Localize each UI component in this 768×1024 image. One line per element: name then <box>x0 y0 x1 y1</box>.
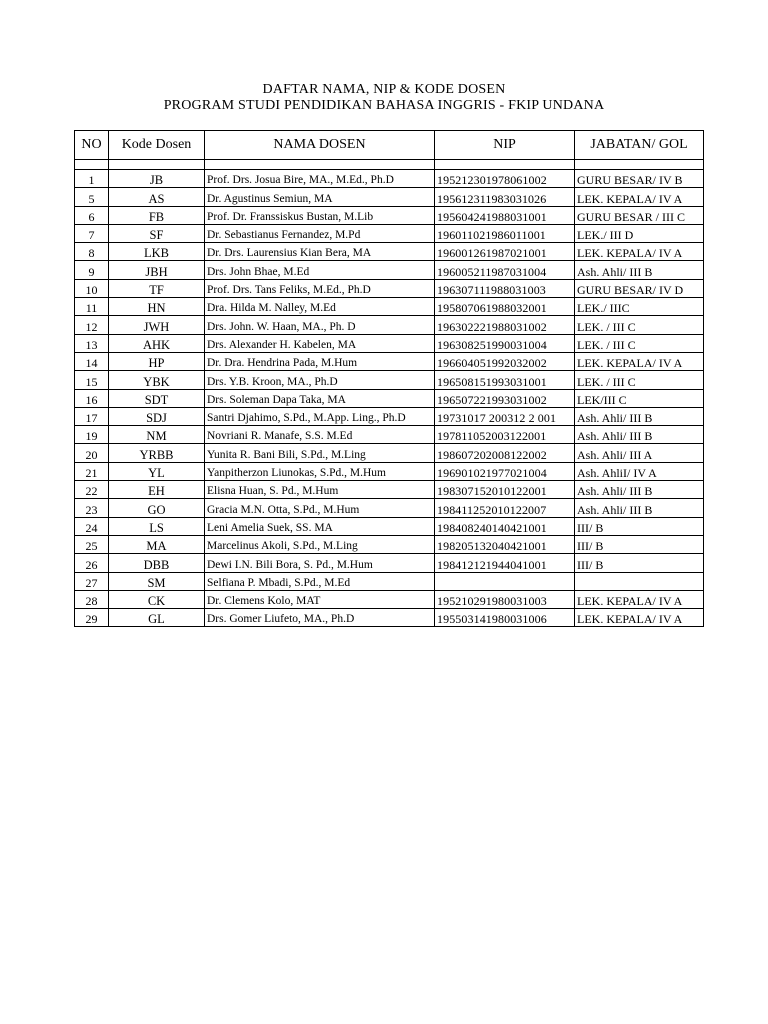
table-row <box>75 224 704 242</box>
row-kode-dosen: SDJ <box>109 407 205 425</box>
row-nama-dosen: Santri Djahimo, S.Pd., M.App. Ling., Ph.D <box>205 407 435 425</box>
document-subtitle: PROGRAM STUDI PENDIDIKAN BAHASA INGGRIS - FKIP UNDANA <box>163 98 605 113</box>
row-nama-dosen: Dr. Dra. Hendrina Pada, M.Hum <box>205 352 435 370</box>
row-nama-dosen: Dewi I.N. Bili Bora, S. Pd., M.Hum <box>205 554 435 572</box>
row-nama-dosen: Prof. Dr. Franssiskus Bustan, M.Lib <box>205 206 435 224</box>
table-row <box>75 609 704 627</box>
row-nip: 195612311983031026 <box>435 188 575 206</box>
row-no: 29 <box>75 609 109 627</box>
row-no: 9 <box>75 261 109 279</box>
row-no: 10 <box>75 279 109 297</box>
row-nip: 196308251990031004 <box>435 334 575 352</box>
row-kode-dosen: SF <box>109 224 205 242</box>
row-kode-dosen: GO <box>109 499 205 517</box>
row-nama-dosen: Drs. Alexander H. Kabelen, MA <box>205 334 435 352</box>
row-no: 15 <box>75 371 109 389</box>
table-row <box>75 517 704 535</box>
row-nip: 196901021977021004 <box>435 462 575 480</box>
row-jabatan-gol: LEK. / III C <box>575 316 704 334</box>
row-nip: 196604051992032002 <box>435 352 575 370</box>
row-nip: 196011021986011001 <box>435 224 575 242</box>
row-nama-dosen: Dr. Clemens Kolo, MAT <box>205 590 435 608</box>
document-title: DAFTAR NAMA, NIP & KODE DOSEN <box>262 82 506 97</box>
row-jabatan-gol: LEK/III C <box>575 389 704 407</box>
row-kode-dosen: HP <box>109 352 205 370</box>
lecturer-table <box>74 130 704 627</box>
row-jabatan-gol: LEK. KEPALA/ IV A <box>575 590 704 608</box>
table-row <box>75 572 704 590</box>
row-kode-dosen: JWH <box>109 316 205 334</box>
row-nama-dosen: Drs. John. W. Haan, MA., Ph. D <box>205 316 435 334</box>
row-no: 11 <box>75 298 109 316</box>
header-spacer-row <box>75 160 704 170</box>
row-jabatan-gol: Ash. AhliI/ IV A <box>575 462 704 480</box>
table-row <box>75 535 704 553</box>
header-nama-dosen: NAMA DOSEN <box>205 131 435 160</box>
row-kode-dosen: FB <box>109 206 205 224</box>
table-row <box>75 334 704 352</box>
header-no: NO <box>75 131 109 160</box>
row-jabatan-gol: LEK. KEPALA/ IV A <box>575 188 704 206</box>
row-jabatan-gol: Ash. Ahli/ III B <box>575 481 704 499</box>
row-nama-dosen: Dr. Drs. Laurensius Kian Bera, MA <box>205 243 435 261</box>
row-nip: 197811052003122001 <box>435 426 575 444</box>
table-header-row <box>75 131 704 160</box>
table-row <box>75 499 704 517</box>
row-no: 17 <box>75 407 109 425</box>
row-no: 22 <box>75 481 109 499</box>
row-kode-dosen: AS <box>109 188 205 206</box>
row-jabatan-gol: Ash. Ahli/ III B <box>575 426 704 444</box>
row-nip: 19731017 200312 2 001 <box>435 407 575 425</box>
row-no: 5 <box>75 188 109 206</box>
row-kode-dosen: SDT <box>109 389 205 407</box>
row-nip: 196302221988031002 <box>435 316 575 334</box>
row-no: 21 <box>75 462 109 480</box>
row-nama-dosen: Drs. Gomer Liufeto, MA., Ph.D <box>205 609 435 627</box>
spacer-cell <box>75 160 109 170</box>
row-kode-dosen: YBK <box>109 371 205 389</box>
row-jabatan-gol <box>575 572 704 590</box>
table-row <box>75 389 704 407</box>
table-row <box>75 243 704 261</box>
header-nip: NIP <box>435 131 575 160</box>
row-nama-dosen: Selfiana P. Mbadi, S.Pd., M.Ed <box>205 572 435 590</box>
row-kode-dosen: LS <box>109 517 205 535</box>
row-jabatan-gol: LEK./ IIIC <box>575 298 704 316</box>
row-no: 1 <box>75 170 109 188</box>
row-no: 13 <box>75 334 109 352</box>
row-kode-dosen: JBH <box>109 261 205 279</box>
row-kode-dosen: YRBB <box>109 444 205 462</box>
row-kode-dosen: NM <box>109 426 205 444</box>
row-kode-dosen: DBB <box>109 554 205 572</box>
row-nama-dosen: Prof. Drs. Josua Bire, MA., M.Ed., Ph.D <box>205 170 435 188</box>
row-kode-dosen: CK <box>109 590 205 608</box>
table-row <box>75 188 704 206</box>
row-no: 23 <box>75 499 109 517</box>
row-kode-dosen: SM <box>109 572 205 590</box>
row-nip: 196307111988031003 <box>435 279 575 297</box>
row-nip: 195604241988031001 <box>435 206 575 224</box>
row-nip <box>435 572 575 590</box>
row-jabatan-gol: LEK. / III C <box>575 334 704 352</box>
row-nip: 195212301978061002 <box>435 170 575 188</box>
table-row <box>75 444 704 462</box>
row-nip: 198412121944041001 <box>435 554 575 572</box>
table-row <box>75 298 704 316</box>
spacer-cell <box>435 160 575 170</box>
row-kode-dosen: MA <box>109 535 205 553</box>
row-nip: 196005211987031004 <box>435 261 575 279</box>
row-nip: 198408240140421001 <box>435 517 575 535</box>
row-no: 12 <box>75 316 109 334</box>
table-row <box>75 371 704 389</box>
table-row <box>75 316 704 334</box>
row-nip: 195210291980031003 <box>435 590 575 608</box>
row-no: 26 <box>75 554 109 572</box>
row-jabatan-gol: GURU BESAR/ IV D <box>575 279 704 297</box>
row-no: 8 <box>75 243 109 261</box>
row-no: 27 <box>75 572 109 590</box>
row-nip: 195503141980031006 <box>435 609 575 627</box>
row-nama-dosen: Marcelinus Akoli, S.Pd., M.Ling <box>205 535 435 553</box>
row-jabatan-gol: III/ B <box>575 535 704 553</box>
header-jabatan-gol: JABATAN/ GOL <box>575 131 704 160</box>
row-jabatan-gol: GURU BESAR / III C <box>575 206 704 224</box>
row-nama-dosen: Yanpitherzon Liunokas, S.Pd., M.Hum <box>205 462 435 480</box>
table-row <box>75 352 704 370</box>
row-nama-dosen: Gracia M.N. Otta, S.Pd., M.Hum <box>205 499 435 517</box>
row-no: 19 <box>75 426 109 444</box>
table-row <box>75 261 704 279</box>
row-jabatan-gol: LEK. KEPALA/ IV A <box>575 243 704 261</box>
table-body <box>75 160 704 627</box>
row-nip: 198205132040421001 <box>435 535 575 553</box>
row-nama-dosen: Drs. John Bhae, M.Ed <box>205 261 435 279</box>
row-kode-dosen: YL <box>109 462 205 480</box>
row-nama-dosen: Dr. Agustinus Semiun, MA <box>205 188 435 206</box>
row-no: 24 <box>75 517 109 535</box>
row-jabatan-gol: III/ B <box>575 517 704 535</box>
row-nama-dosen: Dr. Sebastianus Fernandez, M.Pd <box>205 224 435 242</box>
row-kode-dosen: GL <box>109 609 205 627</box>
spacer-cell <box>109 160 205 170</box>
row-jabatan-gol: LEK. KEPALA/ IV A <box>575 352 704 370</box>
row-nip: 196001261987021001 <box>435 243 575 261</box>
row-jabatan-gol: LEK./ III D <box>575 224 704 242</box>
row-jabatan-gol: Ash. Ahli/ III B <box>575 499 704 517</box>
row-nip: 195807061988032001 <box>435 298 575 316</box>
row-jabatan-gol: III/ B <box>575 554 704 572</box>
row-no: 14 <box>75 352 109 370</box>
row-nip: 198607202008122002 <box>435 444 575 462</box>
row-kode-dosen: HN <box>109 298 205 316</box>
spacer-cell <box>575 160 704 170</box>
row-nip: 196508151993031001 <box>435 371 575 389</box>
row-kode-dosen: AHK <box>109 334 205 352</box>
table-row <box>75 590 704 608</box>
row-no: 7 <box>75 224 109 242</box>
spacer-cell <box>205 160 435 170</box>
table-row <box>75 170 704 188</box>
row-jabatan-gol: Ash. Ahli/ III B <box>575 407 704 425</box>
row-kode-dosen: LKB <box>109 243 205 261</box>
row-kode-dosen: EH <box>109 481 205 499</box>
row-jabatan-gol: Ash. Ahli/ III B <box>575 261 704 279</box>
row-nip: 198307152010122001 <box>435 481 575 499</box>
row-nip: 196507221993031002 <box>435 389 575 407</box>
table-row <box>75 426 704 444</box>
row-no: 25 <box>75 535 109 553</box>
row-nama-dosen: Drs. Y.B. Kroon, MA., Ph.D <box>205 371 435 389</box>
row-kode-dosen: JB <box>109 170 205 188</box>
table-row <box>75 279 704 297</box>
row-nama-dosen: Dra. Hilda M. Nalley, M.Ed <box>205 298 435 316</box>
row-nama-dosen: Leni Amelia Suek, SS. MA <box>205 517 435 535</box>
row-nama-dosen: Novriani R. Manafe, S.S. M.Ed <box>205 426 435 444</box>
row-no: 28 <box>75 590 109 608</box>
table-row <box>75 554 704 572</box>
row-nama-dosen: Drs. Soleman Dapa Taka, MA <box>205 389 435 407</box>
row-nama-dosen: Prof. Drs. Tans Feliks, M.Ed., Ph.D <box>205 279 435 297</box>
table-row <box>75 481 704 499</box>
row-no: 16 <box>75 389 109 407</box>
table-row <box>75 462 704 480</box>
row-jabatan-gol: GURU BESAR/ IV B <box>575 170 704 188</box>
row-no: 20 <box>75 444 109 462</box>
row-kode-dosen: TF <box>109 279 205 297</box>
table-row <box>75 206 704 224</box>
row-jabatan-gol: Ash. Ahli/ III A <box>575 444 704 462</box>
row-jabatan-gol: LEK. KEPALA/ IV A <box>575 609 704 627</box>
table-row <box>75 407 704 425</box>
row-jabatan-gol: LEK. / III C <box>575 371 704 389</box>
row-nama-dosen: Yunita R. Bani Bili, S.Pd., M.Ling <box>205 444 435 462</box>
row-no: 6 <box>75 206 109 224</box>
row-nama-dosen: Elisna Huan, S. Pd., M.Hum <box>205 481 435 499</box>
header-kode-dosen: Kode Dosen <box>109 131 205 160</box>
row-nip: 198411252010122007 <box>435 499 575 517</box>
